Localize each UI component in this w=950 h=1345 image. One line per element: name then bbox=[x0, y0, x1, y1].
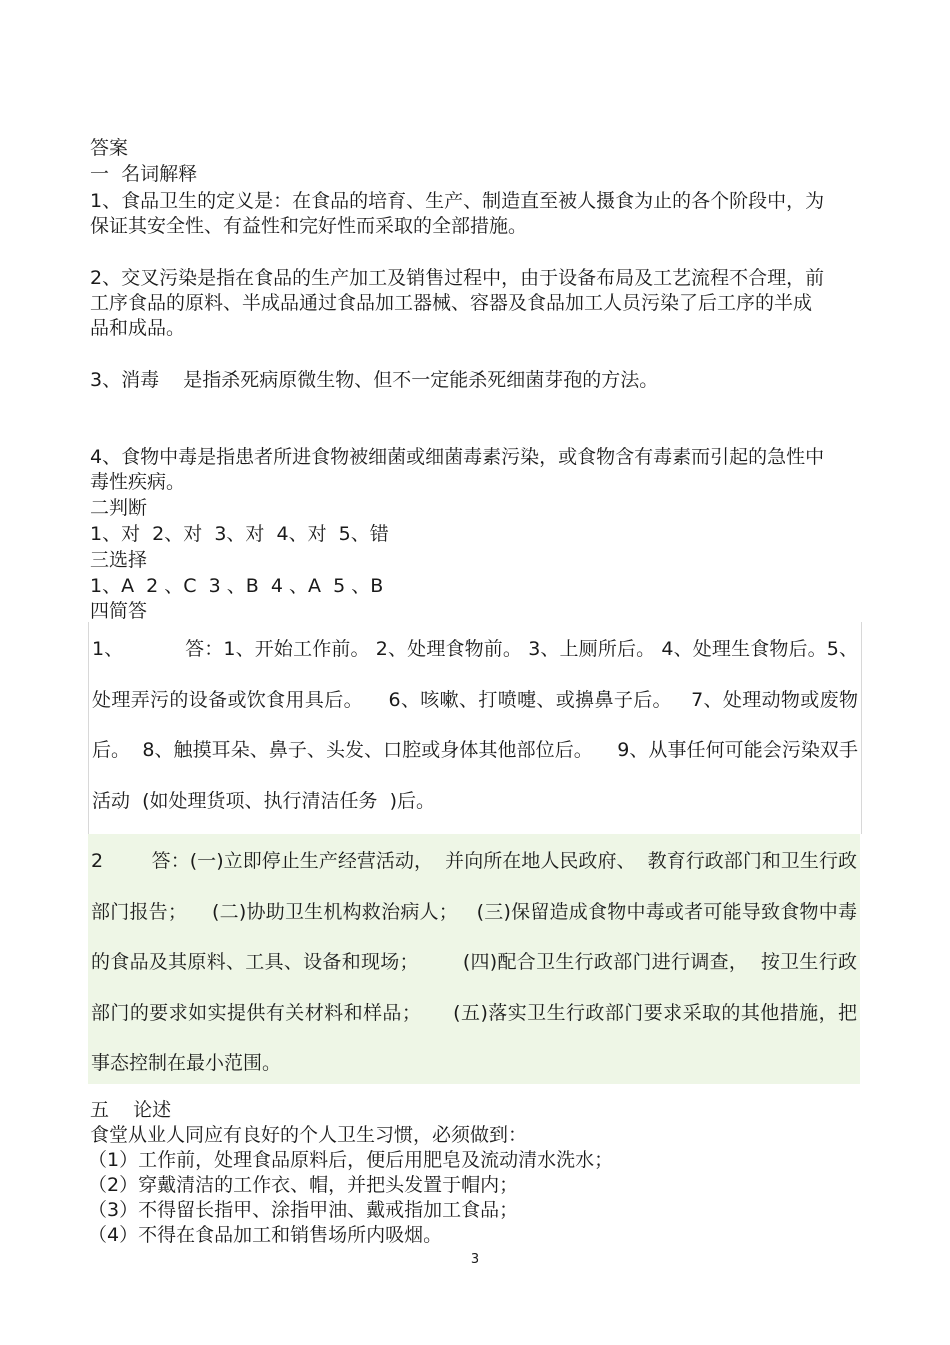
section3-heading: 三选择 bbox=[90, 549, 148, 571]
definition-food-poisoning: 4、食物中毒是指患者所进食物被细菌或细菌毒素污染，或食物含有毒素而引起的急性中毒性疾病。 bbox=[90, 446, 825, 493]
essay-item-4: （4）不得在食品加工和销售场所内吸烟。 bbox=[88, 1224, 443, 1246]
essay-item-2: （2）穿戴清洁的工作衣、帽，并把头发置于帽内； bbox=[88, 1174, 519, 1196]
short-answer-1: 1、 答：1、开始工作前。 2、处理食物前。 3、上厕所后。 4、处理生食物后。5、处理弄污的设备或饮食用具后。 6、咳嗽、打喷嚏、或擤鼻子后。 7、处理动物或废物后。 8、触摸耳朵、鼻子、头发、口腔或身体其他部位后。 9、从事任何可能会污染双手活动 (如处理货项、执行清洁任务 )后。 bbox=[92, 638, 858, 812]
section2-heading: 二判断 bbox=[90, 497, 148, 519]
essay-item-1: （1）工作前，处理食品原料后，便后用肥皂及流动清水洗水； bbox=[88, 1149, 614, 1171]
section2-answers: 1、对 2、对 3、对 4、对 5、错 bbox=[90, 523, 389, 545]
definition-disinfection: 3、消毒 是指杀死病原微生物、但不一定能杀死细菌芽孢的方法。 bbox=[90, 369, 659, 391]
section4-heading: 四简答 bbox=[90, 600, 148, 622]
essay-item-3: （3）不得留长指甲、涂指甲油、戴戒指加工食品； bbox=[88, 1199, 519, 1221]
section1-heading: 一 名词解释 bbox=[90, 163, 198, 185]
section5-heading: 五 论述 bbox=[90, 1099, 172, 1121]
short-answer-2-box bbox=[88, 834, 860, 1084]
short-answer-1-box bbox=[88, 622, 862, 834]
page-number: 3 bbox=[470, 1252, 480, 1267]
section5-intro: 食堂从业人同应有良好的个人卫生习惯，必须做到： bbox=[90, 1124, 528, 1146]
section3-answers: 1、A 2 、C 3 、B 4 、A 5 、B bbox=[90, 575, 384, 597]
short-answer-2: 2 答：(一)立即停止生产经营活动， 并向所在地人民政府、 教育行政部门和卫生行政部门报告； (二)协助卫生机构救治病人； (三)保留造成食物中毒或者可能导致食物中毒的食品及其原料、工具、设备和现场； (四)配合卫生行政部门进行调查， 按卫生行政部门的要求如实提供有关材料和样品； (五)落实卫生行政部门要求采取的其他措施，把事态控制在最小范围。 bbox=[91, 850, 857, 1074]
page-title: 答案 bbox=[90, 137, 129, 159]
definition-food-hygiene: 1、食品卫生的定义是：在食品的培育、生产、制造直至被人摄食为止的各个阶段中，为保证其安全性、有益性和完好性而采取的全部措施。 bbox=[90, 190, 825, 237]
definition-cross-contamination: 2、交叉污染是指在食品的生产加工及销售过程中，由于设备布局及工艺流程不合理，前工序食品的原料、半成品通过食品加工器械、容器及食品加工人员污染了后工序的半成品和成品。 bbox=[90, 267, 825, 339]
